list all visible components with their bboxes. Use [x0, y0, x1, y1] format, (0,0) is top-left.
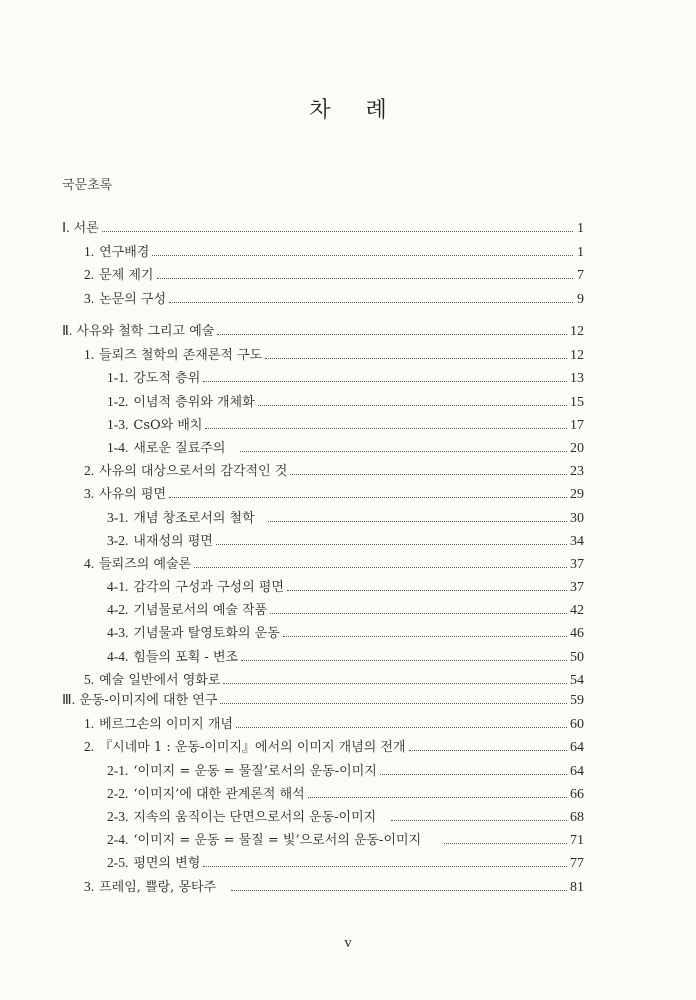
entry-number: 1.: [84, 244, 95, 260]
dot-leader: [290, 474, 567, 475]
toc-entry[interactable]: [62, 413, 584, 436]
entry-title: ‘이미지 = 운동 = 물질 = 빛’으로서의 운동-이미지: [133, 833, 422, 849]
dot-leader: [217, 334, 567, 335]
page-number: 12: [570, 348, 584, 364]
entry-number: 1.: [84, 716, 95, 732]
page-number: 50: [570, 649, 584, 665]
toc-entry[interactable]: [62, 575, 584, 598]
toc-entry[interactable]: [62, 287, 584, 310]
page-number: 17: [570, 417, 584, 433]
entry-number: 4-3.: [107, 625, 129, 641]
entry-number: 3.: [84, 878, 95, 894]
toc-entry[interactable]: [62, 240, 584, 263]
dot-leader: [391, 820, 567, 821]
page-number: 29: [570, 487, 584, 503]
page-number: 60: [570, 717, 584, 733]
entry-number: 2.: [84, 463, 95, 479]
dot-leader: [236, 727, 567, 728]
toc-section-3: [62, 689, 584, 898]
toc-entry[interactable]: [62, 805, 584, 828]
entry-number: 1.: [84, 347, 95, 363]
toc-entry[interactable]: [62, 598, 584, 621]
page-number: 1: [577, 245, 584, 261]
section-number: Ⅱ.: [62, 324, 73, 339]
entry-title: 연구배경: [99, 245, 150, 261]
entry-number: 1-2.: [107, 393, 129, 409]
dot-leader: [102, 231, 573, 232]
entry-number: 2-2.: [107, 785, 129, 801]
entry-title: 기념물로서의 예술 작품: [133, 603, 268, 619]
toc-entry[interactable]: [62, 506, 584, 529]
page-number: 64: [570, 763, 584, 779]
entry-title: 문제 제기: [99, 268, 154, 284]
dot-leader: [231, 890, 567, 891]
toc-entry[interactable]: [62, 552, 584, 575]
page-number: 13: [570, 371, 584, 387]
entry-title: 사유의 대상으로서의 감각적인 것: [99, 464, 288, 480]
toc-entry[interactable]: [62, 851, 584, 874]
entry-number: 3-2.: [107, 532, 129, 548]
entry-title: 감각의 구성과 구성의 평면: [133, 580, 284, 596]
page-number: 77: [570, 856, 584, 872]
dot-leader: [287, 590, 567, 591]
entry-title: 내재성의 평면: [133, 533, 213, 549]
entry-number: 3.: [84, 486, 95, 502]
entry-title: 예술 일반에서 영화로: [99, 672, 221, 688]
entry-title: 강도적 층위: [133, 371, 201, 387]
page-number: 66: [570, 786, 584, 802]
entry-number: 2.: [84, 739, 95, 755]
entry-number: 4-4.: [107, 648, 129, 664]
entry-number: 4.: [84, 555, 95, 571]
entry-title: 기념물과 탈영토화의 운동: [133, 626, 280, 642]
page-number: 20: [570, 440, 584, 456]
entry-title: 평면의 변형: [133, 856, 201, 872]
dot-leader: [283, 636, 567, 637]
dot-leader: [203, 381, 567, 382]
toc-entry[interactable]: [62, 436, 584, 459]
dot-leader: [444, 843, 567, 844]
page-number: 81: [570, 879, 584, 895]
dot-leader: [216, 544, 567, 545]
page-number: 37: [570, 556, 584, 572]
entry-title: 사유와 철학 그리고 예술: [76, 324, 215, 339]
entry-title: 프레임, 쁠랑, 몽타주: [99, 879, 217, 895]
toc-abstract-link[interactable]: 국문초록: [62, 178, 113, 193]
entry-title: ‘이미지 = 운동 = 물질’로서의 운동-이미지: [133, 763, 377, 779]
toc-section-2: [62, 320, 584, 691]
toc-entry[interactable]: [62, 482, 584, 505]
entry-number: 2.: [84, 267, 95, 283]
toc-entry[interactable]: [62, 759, 584, 782]
entry-title: 개념 창조로서의 철학: [133, 510, 255, 526]
toc-entry[interactable]: [62, 689, 584, 712]
page-number: 59: [570, 693, 584, 708]
entry-title: 들뢰즈 철학의 존재론적 구도: [99, 348, 263, 364]
toc-entry[interactable]: [62, 645, 584, 668]
entry-number: 2-5.: [107, 855, 129, 871]
entry-number: 1-3.: [107, 416, 129, 432]
entry-number: 2-4.: [107, 832, 129, 848]
page-number: 68: [570, 809, 584, 825]
entry-title: 사유의 평면: [99, 487, 167, 503]
entry-title: 힘들의 포획 - 변조: [133, 649, 239, 665]
entry-title: 지속의 움직이는 단면으로서의 운동-이미지: [133, 809, 377, 825]
entry-number: 3.: [84, 290, 95, 306]
page-number: 15: [570, 394, 584, 410]
toc-entry[interactable]: [62, 529, 584, 552]
page-number: 30: [570, 510, 584, 526]
entry-number: 1-1.: [107, 370, 129, 386]
toc-entry[interactable]: [62, 459, 584, 482]
page-number: 1: [577, 221, 584, 236]
dot-leader: [169, 302, 573, 303]
toc-entry[interactable]: [62, 217, 584, 240]
toc-entry[interactable]: [62, 782, 584, 805]
toc-entry[interactable]: [62, 320, 584, 343]
dot-leader: [152, 255, 573, 256]
page-number: 37: [570, 580, 584, 596]
page-number: 71: [570, 833, 584, 849]
toc-entry[interactable]: [62, 621, 584, 644]
entry-title: 이념적 층위와 개체화: [133, 394, 255, 410]
entry-number: 2-1.: [107, 762, 129, 778]
dot-leader: [203, 866, 567, 867]
entry-title: ‘이미지’에 대한 관계론적 해석: [133, 786, 305, 802]
dot-leader: [223, 683, 567, 684]
entry-title: 논문의 구성: [99, 291, 167, 307]
page-title: 차 례: [309, 98, 401, 123]
entry-title: 베르그손의 이미지 개념: [99, 717, 233, 733]
section-number: Ⅰ.: [62, 221, 70, 236]
dot-leader: [268, 521, 567, 522]
toc-section-1: [62, 217, 584, 310]
toc-entry[interactable]: [62, 343, 584, 366]
toc-entry[interactable]: [62, 263, 584, 286]
dot-leader: [270, 613, 567, 614]
page-number: 46: [570, 626, 584, 642]
dot-leader: [157, 278, 574, 279]
toc-entry[interactable]: [62, 366, 584, 389]
entry-number: 3-1.: [107, 509, 129, 525]
entry-number: 4-2.: [107, 602, 129, 618]
page-number: 7: [577, 268, 584, 284]
page-number: 12: [570, 324, 584, 339]
entry-title: 들뢰즈의 예술론: [99, 556, 192, 572]
toc-entry[interactable]: [62, 712, 584, 735]
dot-leader: [240, 451, 567, 452]
page-number: 34: [570, 533, 584, 549]
entry-title: 운동-이미지에 대한 연구: [79, 693, 218, 708]
page-number: 23: [570, 464, 584, 480]
entry-number: 5.: [84, 671, 95, 687]
dot-leader: [265, 358, 567, 359]
dot-leader: [220, 703, 567, 704]
page-number: 64: [570, 740, 584, 756]
dot-leader: [241, 660, 567, 661]
toc-entry[interactable]: [62, 828, 584, 851]
dot-leader: [409, 750, 567, 751]
dot-leader: [205, 428, 567, 429]
entry-title: 서론: [73, 221, 99, 236]
entry-title: 새로운 질료주의: [133, 440, 226, 456]
entry-number: 4-1.: [107, 579, 129, 595]
page-footer-number: v: [344, 935, 352, 951]
entry-title: CsO와 배치: [133, 417, 203, 433]
entry-number: 1-4.: [107, 439, 129, 455]
entry-number: 2-3.: [107, 808, 129, 824]
page-number: 9: [577, 291, 584, 307]
section-number: Ⅲ.: [62, 693, 76, 708]
toc-entry[interactable]: [62, 875, 584, 898]
page-number: 54: [570, 672, 584, 688]
dot-leader: [258, 405, 567, 406]
toc-entry[interactable]: [62, 735, 584, 758]
toc-entry[interactable]: [62, 390, 584, 413]
toc-entry[interactable]: [62, 668, 584, 691]
entry-title: 『시네마 1 : 운동-이미지』에서의 이미지 개념의 전개: [99, 740, 406, 756]
dot-leader: [169, 497, 567, 498]
dot-leader: [380, 774, 567, 775]
dot-leader: [194, 567, 567, 568]
page-number: 42: [570, 603, 584, 619]
dot-leader: [308, 797, 567, 798]
